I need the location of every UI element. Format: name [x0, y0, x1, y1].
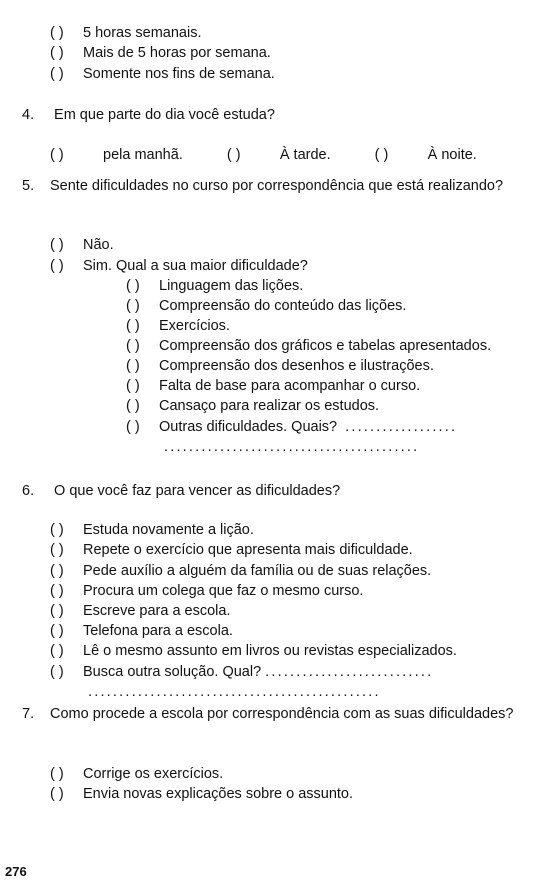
- sub-option[interactable]: [126, 418, 457, 436]
- option-label: Corrige os exercícios.: [83, 766, 224, 782]
- checkbox[interactable]: ( ): [50, 25, 64, 41]
- question-text: Sente dificuldades no curso por correspondência que está realizando?: [50, 178, 504, 194]
- option-label: Cansaço para realizar os estudos.: [159, 398, 380, 414]
- sub-option[interactable]: [126, 357, 434, 375]
- fill-in-blank-line[interactable]: ...............................................: [88, 684, 381, 700]
- option[interactable]: [50, 65, 275, 83]
- checkbox[interactable]: ( ): [374, 147, 389, 163]
- option[interactable]: [50, 44, 271, 62]
- option[interactable]: [50, 562, 431, 580]
- checkbox[interactable]: ( ): [126, 278, 140, 294]
- sub-option[interactable]: [126, 397, 379, 415]
- sub-option[interactable]: [126, 377, 420, 395]
- checkbox[interactable]: ( ): [50, 786, 64, 802]
- question-number: 4.: [22, 107, 35, 123]
- page-number: 276: [5, 864, 27, 879]
- sub-option[interactable]: [126, 297, 406, 315]
- checkbox[interactable]: ( ): [126, 398, 140, 414]
- option[interactable]: [50, 24, 201, 42]
- option-label: Repete o exercício que apresenta mais dificuldade.: [83, 542, 413, 558]
- option[interactable]: [50, 642, 457, 660]
- checkbox[interactable]: ( ): [126, 338, 140, 354]
- option[interactable]: [50, 602, 231, 620]
- checkbox[interactable]: ( ): [50, 542, 64, 558]
- checkbox[interactable]: ( ): [50, 237, 64, 253]
- option-label: Procura um colega que faz o mesmo curso.: [83, 583, 364, 599]
- checkbox[interactable]: ( ): [50, 66, 64, 82]
- option[interactable]: [50, 521, 254, 539]
- sub-option[interactable]: [126, 317, 230, 335]
- checkbox[interactable]: ( ): [50, 45, 64, 61]
- option-label: Telefona para a escola.: [83, 623, 233, 639]
- option[interactable]: [50, 622, 233, 640]
- checkbox[interactable]: ( ): [126, 298, 140, 314]
- option-label: Outras dificuldades. Quais?: [159, 419, 338, 435]
- option[interactable]: [50, 541, 413, 559]
- checkbox[interactable]: ( ): [50, 643, 64, 659]
- question-7: [22, 705, 530, 724]
- checkbox[interactable]: ( ): [50, 623, 64, 639]
- option-label: Sim. Qual a sua maior dificuldade?: [83, 258, 308, 274]
- question-number: 6.: [22, 483, 35, 499]
- question-text: Em que parte do dia você estuda?: [54, 107, 275, 123]
- checkbox[interactable]: ( ): [226, 147, 241, 163]
- option-label: Mais de 5 horas por semana.: [83, 45, 271, 61]
- option-label: Compreensão dos desenhos e ilustrações.: [159, 358, 434, 374]
- checkbox[interactable]: ( ): [50, 258, 64, 274]
- question-number: 7.: [22, 706, 35, 722]
- checkbox[interactable]: ( ): [50, 563, 64, 579]
- question-4: [22, 106, 275, 124]
- option-label: Escreve para a escola.: [83, 603, 231, 619]
- fill-in-blank[interactable]: ..................: [345, 419, 458, 435]
- fill-in-blank[interactable]: ...........................: [265, 664, 434, 680]
- option[interactable]: [227, 147, 351, 163]
- option-label: Lê o mesmo assunto em livros ou revistas especializados.: [83, 643, 457, 659]
- option-label: Compreensão do conteúdo das lições.: [159, 298, 407, 314]
- option-label: Estuda novamente a lição.: [83, 522, 254, 538]
- checkbox[interactable]: ( ): [50, 603, 64, 619]
- option[interactable]: [50, 785, 353, 803]
- checkbox[interactable]: ( ): [126, 318, 140, 334]
- option[interactable]: [50, 236, 114, 254]
- option-label: À noite.: [427, 147, 477, 163]
- option-label: Exercícios.: [159, 318, 230, 334]
- checkbox[interactable]: ( ): [50, 664, 64, 680]
- checkbox[interactable]: ( ): [126, 419, 140, 435]
- checkbox[interactable]: ( ): [50, 147, 64, 163]
- checkbox[interactable]: ( ): [126, 358, 140, 374]
- sub-option[interactable]: [126, 277, 303, 295]
- option-label: Linguagem das lições.: [159, 278, 304, 294]
- option-label: Envia novas explicações sobre o assunto.: [83, 786, 354, 802]
- option-label: À tarde.: [279, 147, 331, 163]
- question-6: [22, 482, 340, 500]
- option[interactable]: [375, 147, 497, 163]
- option-label: Somente nos fins de semana.: [83, 66, 275, 82]
- q4-options-row: [50, 146, 517, 164]
- option[interactable]: [50, 582, 363, 600]
- checkbox[interactable]: ( ): [50, 583, 64, 599]
- question-number: 5.: [22, 178, 35, 194]
- option[interactable]: [50, 257, 308, 275]
- option-label: pela manhã.: [103, 147, 183, 163]
- option-label: Falta de base para acompanhar o curso.: [159, 378, 421, 394]
- checkbox[interactable]: ( ): [126, 378, 140, 394]
- question-text: Como procede a escola por correspondência com as suas dificuldades?: [50, 706, 514, 722]
- option-label: Compreensão dos gráficos e tabelas apresentados.: [159, 338, 492, 354]
- checkbox[interactable]: ( ): [50, 766, 64, 782]
- question-5: [22, 177, 527, 196]
- option-label: 5 horas semanais.: [83, 25, 202, 41]
- option[interactable]: [50, 765, 223, 783]
- option-label: Não.: [83, 237, 114, 253]
- option-label: Busca outra solução. Qual?: [83, 664, 262, 680]
- sub-option[interactable]: [126, 337, 491, 355]
- option[interactable]: [50, 663, 433, 681]
- question-text: O que você faz para vencer as dificuldades?: [54, 483, 341, 499]
- option[interactable]: [50, 147, 203, 163]
- option-label: Pede auxílio a alguém da família ou de suas relações.: [83, 563, 432, 579]
- fill-in-blank-line[interactable]: .........................................: [164, 439, 420, 455]
- checkbox[interactable]: ( ): [50, 522, 64, 538]
